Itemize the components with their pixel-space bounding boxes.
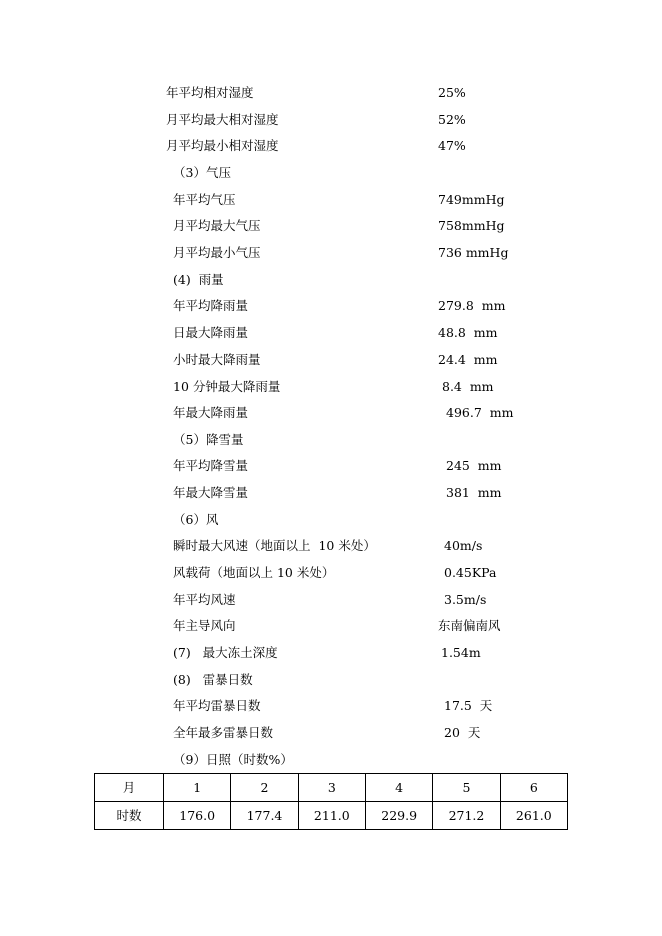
row-value: 47% (438, 138, 466, 153)
data-row (0, 536, 662, 556)
section-heading: (8) 雷暴日数 (173, 672, 253, 687)
row-value: 20 天 (444, 725, 481, 740)
section-heading-row (0, 750, 662, 770)
row-value: 3.5m/s (444, 592, 487, 607)
section-heading-row (0, 270, 662, 290)
data-row (0, 243, 662, 263)
row-label: 年主导风向 (173, 618, 236, 633)
table-header-cell: 月 (95, 774, 164, 802)
row-label: 月平均最小相对湿度 (166, 138, 279, 153)
row-value: 1.54m (441, 645, 481, 660)
hours-cell: 271.2 (433, 802, 500, 830)
data-row (0, 350, 662, 370)
data-row (0, 590, 662, 610)
month-cell: 2 (231, 774, 298, 802)
data-row (0, 377, 662, 397)
month-cell: 5 (433, 774, 500, 802)
row-label: 月平均最大气压 (173, 218, 261, 233)
row-label: 全年最多雷暴日数 (173, 725, 274, 740)
row-label: 月平均最大相对湿度 (166, 112, 279, 127)
month-cell: 4 (365, 774, 432, 802)
month-cell: 6 (500, 774, 567, 802)
data-row (0, 216, 662, 236)
section-heading: (7) 最大冻土深度 (173, 645, 278, 660)
hours-cell: 261.0 (500, 802, 567, 830)
section-heading: （3）气压 (173, 165, 231, 180)
section-heading-row (0, 510, 662, 530)
row-value: 758mmHg (438, 218, 505, 233)
hours-cell: 176.0 (164, 802, 231, 830)
table-row-label: 时数 (95, 802, 164, 830)
section-heading-row (0, 163, 662, 183)
section-heading: （6）风 (173, 512, 219, 527)
row-value: 40m/s (444, 538, 483, 553)
data-row (0, 83, 662, 103)
data-row (0, 456, 662, 476)
data-row (0, 190, 662, 210)
row-label: 日最大降雨量 (173, 325, 249, 340)
data-row (0, 296, 662, 316)
row-label: 瞬时最大风速（地面以上 10 米处） (173, 538, 376, 553)
row-label: 年最大降雪量 (173, 485, 249, 500)
section-heading-row (0, 670, 662, 690)
row-value: 381 mm (446, 485, 502, 500)
row-value: 24.4 mm (438, 352, 498, 367)
data-row (0, 563, 662, 583)
data-row (0, 616, 662, 636)
row-value: 25% (438, 85, 466, 100)
row-label: 年平均风速 (173, 592, 236, 607)
sunshine-hours-table (94, 773, 568, 830)
month-cell: 3 (298, 774, 365, 802)
row-value: 749mmHg (438, 192, 505, 207)
month-cell: 1 (164, 774, 231, 802)
row-value: 东南偏南风 (438, 618, 501, 633)
row-label: 年平均降雪量 (173, 458, 249, 473)
section-heading: （5）降雪量 (173, 432, 244, 447)
data-row (0, 323, 662, 343)
row-value: 279.8 mm (438, 298, 506, 313)
hours-cell: 177.4 (231, 802, 298, 830)
hours-cell: 211.0 (298, 802, 365, 830)
row-value: 17.5 天 (444, 698, 493, 713)
data-row (0, 483, 662, 503)
table-row (95, 802, 568, 830)
row-label: 月平均最小气压 (173, 245, 261, 260)
table-header-row (95, 774, 568, 802)
data-row (0, 696, 662, 716)
row-value: 48.8 mm (438, 325, 498, 340)
row-value: 0.45KPa (444, 565, 497, 580)
row-label: 年平均相对湿度 (166, 85, 254, 100)
row-value: 496.7 mm (446, 405, 514, 420)
section-heading-row (0, 430, 662, 450)
row-value: 736 mmHg (438, 245, 509, 260)
hours-cell: 229.9 (365, 802, 432, 830)
data-row (0, 403, 662, 423)
row-label: 风载荷（地面以上 10 米处） (173, 565, 335, 580)
row-label: 年平均气压 (173, 192, 236, 207)
section-heading-row (0, 643, 662, 663)
row-value: 52% (438, 112, 466, 127)
row-value: 8.4 mm (442, 379, 494, 394)
row-label: 年平均雷暴日数 (173, 698, 261, 713)
row-label: 年平均降雨量 (173, 298, 249, 313)
section-heading: (4) 雨量 (173, 272, 224, 287)
data-row (0, 136, 662, 156)
row-label: 年最大降雨量 (173, 405, 249, 420)
row-label: 10 分钟最大降雨量 (173, 379, 281, 394)
section-heading: （9）日照（时数%） (173, 752, 293, 767)
row-value: 245 mm (446, 458, 502, 473)
data-row (0, 110, 662, 130)
row-label: 小时最大降雨量 (173, 352, 261, 367)
data-row (0, 723, 662, 743)
